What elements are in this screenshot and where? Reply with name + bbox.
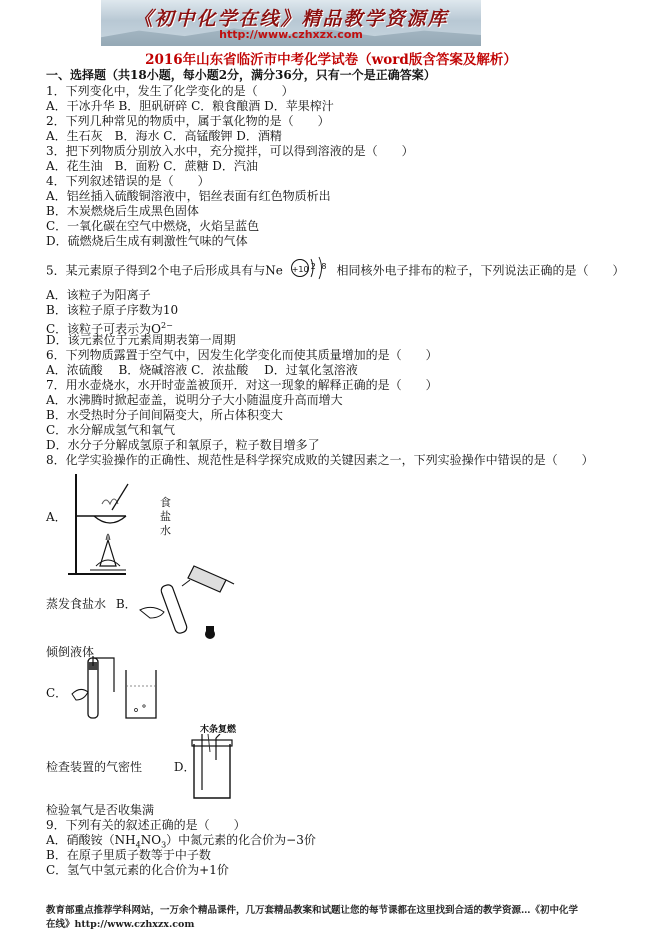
salt-water-label-char-1: 食 — [160, 496, 171, 509]
q4-option-d: D．硫燃烧后生成有刺激性气味的气体 — [46, 234, 248, 248]
footer-line-2[interactable]: 在线》http://www.czhxzx.com — [46, 919, 195, 930]
q9-a-subscript-1: 4 — [135, 840, 141, 850]
q1-stem: 1．下列变化中，发生了化学变化的是（ ） — [46, 84, 294, 98]
q9-a-text-3: ）中氮元素的化合价为−3价 — [166, 833, 316, 847]
q3-stem: 3．把下列物质分别放入水中，充分搅拌，可以得到溶液的是（ ） — [46, 144, 414, 158]
section-heading: 一、选择题（共18小题，每小题2分，满分36分，只有一个是正确答案） — [46, 68, 436, 82]
site-banner — [101, 0, 481, 46]
q8-option-b-caption: 倾倒液体 — [46, 645, 95, 659]
q9-option-b: B．在原子里质子数等于中子数 — [46, 848, 211, 862]
q8-option-c-caption — [46, 760, 195, 775]
q7-option-a: A．水沸腾时掀起壶盖，说明分子大小随温度升高而增大 — [46, 393, 343, 407]
atom-nucleus-label: +10 — [291, 265, 309, 274]
q8-option-d-caption: 检验氧气是否收集满 — [46, 803, 155, 817]
q9-a-text-2: NO — [140, 833, 162, 847]
q8-option-a-caption — [46, 597, 137, 612]
oxygen-check-figure — [180, 734, 244, 800]
atom-structure-diagram — [289, 255, 331, 281]
banner-title: 《初中化学在线》精品教学资源库 — [133, 8, 449, 30]
q5-stem-pre: 5．某元素原子得到2个电子后形成具有与Ne — [46, 263, 283, 278]
pouring-liquid-figure — [134, 562, 242, 644]
page-footer — [46, 904, 626, 932]
q2-stem: 2．下列几种常见的物质中，属于氧化物的是（ ） — [46, 114, 330, 128]
q3-options: A．花生油 B．面粉 C．蔗糖 D．汽油 — [46, 159, 258, 173]
q8-option-a-label: A． — [46, 510, 67, 524]
q5-option-a: A．该粒子为阳离子 — [46, 288, 151, 302]
q5-stem — [46, 261, 625, 281]
q4-option-b: B．木炭燃烧后生成黑色固体 — [46, 204, 199, 218]
q4-option-a: A．铝丝插入硫酸铜溶液中，铝丝表面有红色物质析出 — [46, 189, 331, 203]
salt-water-label-char-3: 水 — [160, 524, 171, 537]
q6-stem: 6．下列物质露置于空气中，因发生化学变化而使其质量增加的是（ ） — [46, 348, 438, 362]
airtightness-caption: 检查装置的气密性 — [46, 760, 143, 774]
q7-option-b: B．水受热时分子间间隔变大，所占体积变大 — [46, 408, 283, 422]
q8-option-b-label: B． — [115, 597, 137, 611]
q6-options: A．浓硫酸 B．烧碱溶液 C．浓盐酸 D．过氧化氢溶液 — [46, 363, 358, 377]
q7-stem: 7．用水壶烧水，水开时壶盖被顶开．对这一现象的解释正确的是（ ） — [46, 378, 438, 392]
q5-option-b: B．该粒子原子序数为10 — [46, 303, 179, 317]
q9-a-subscript-2: 3 — [161, 840, 167, 850]
salt-water-vertical-label — [160, 496, 171, 538]
q5-stem-post: 相同核外电子排布的粒子，下列说法正确的是（ ） — [336, 263, 625, 278]
q7-option-c: C．水分解成氢气和氧气 — [46, 423, 176, 437]
salt-water-label-char-2: 盐 — [160, 510, 171, 523]
atom-shell-labels: 2 8 — [310, 262, 327, 271]
evaporation-caption: 蒸发食盐水 — [46, 597, 107, 611]
wood-splint-relit-label: 木条复燃 — [200, 725, 237, 735]
q8-option-c-label: C． — [46, 686, 68, 700]
ion-charge-superscript: 2− — [161, 321, 173, 330]
footer-line-1: 教育部重点推荐学科网站，一万余个精品课件，几万套精品教案和试题让您的每节课都在这里找到合适的教学资源…《初中化学 — [46, 905, 579, 916]
q9-stem: 9．下列有关的叙述正确的是（ ） — [46, 818, 246, 832]
banner-url[interactable]: http://www.czhxzx.com — [219, 28, 363, 41]
q9-option-c: C．氢气中氢元素的化合价为+1价 — [46, 863, 229, 877]
q1-options: A．干冰升华 B．胆矾研碎 C．粮食酿酒 D．苹果榨汁 — [46, 99, 334, 113]
airtightness-check-figure — [70, 656, 160, 722]
q8-stem: 8．化学实验操作的正确性、规范性是科学探究成败的关键因素之一，下列实验操作中错误的是（ ） — [46, 453, 594, 467]
q8-option-d-label: D． — [173, 760, 196, 774]
q9-a-text-1: A．硝酸铵（NH — [46, 833, 136, 847]
q4-stem: 4．下列叙述错误的是（ ） — [46, 174, 210, 188]
q2-options: A．生石灰 B．海水 C．高锰酸钾 D．酒精 — [46, 129, 282, 143]
q5-option-d: D．该元素位于元素周期表第一周期 — [46, 333, 236, 347]
document-title: 2016年山东省临沂市中考化学试卷（word版含答案及解析） — [145, 52, 517, 68]
q5-option-c-text: C．该粒子可表示为O — [46, 322, 162, 336]
q7-option-d: D．水分子分解成氢原子和氧原子，粒子数目增多了 — [46, 438, 320, 452]
q4-option-c: C．一氧化碳在空气中燃烧，火焰呈蓝色 — [46, 219, 260, 233]
